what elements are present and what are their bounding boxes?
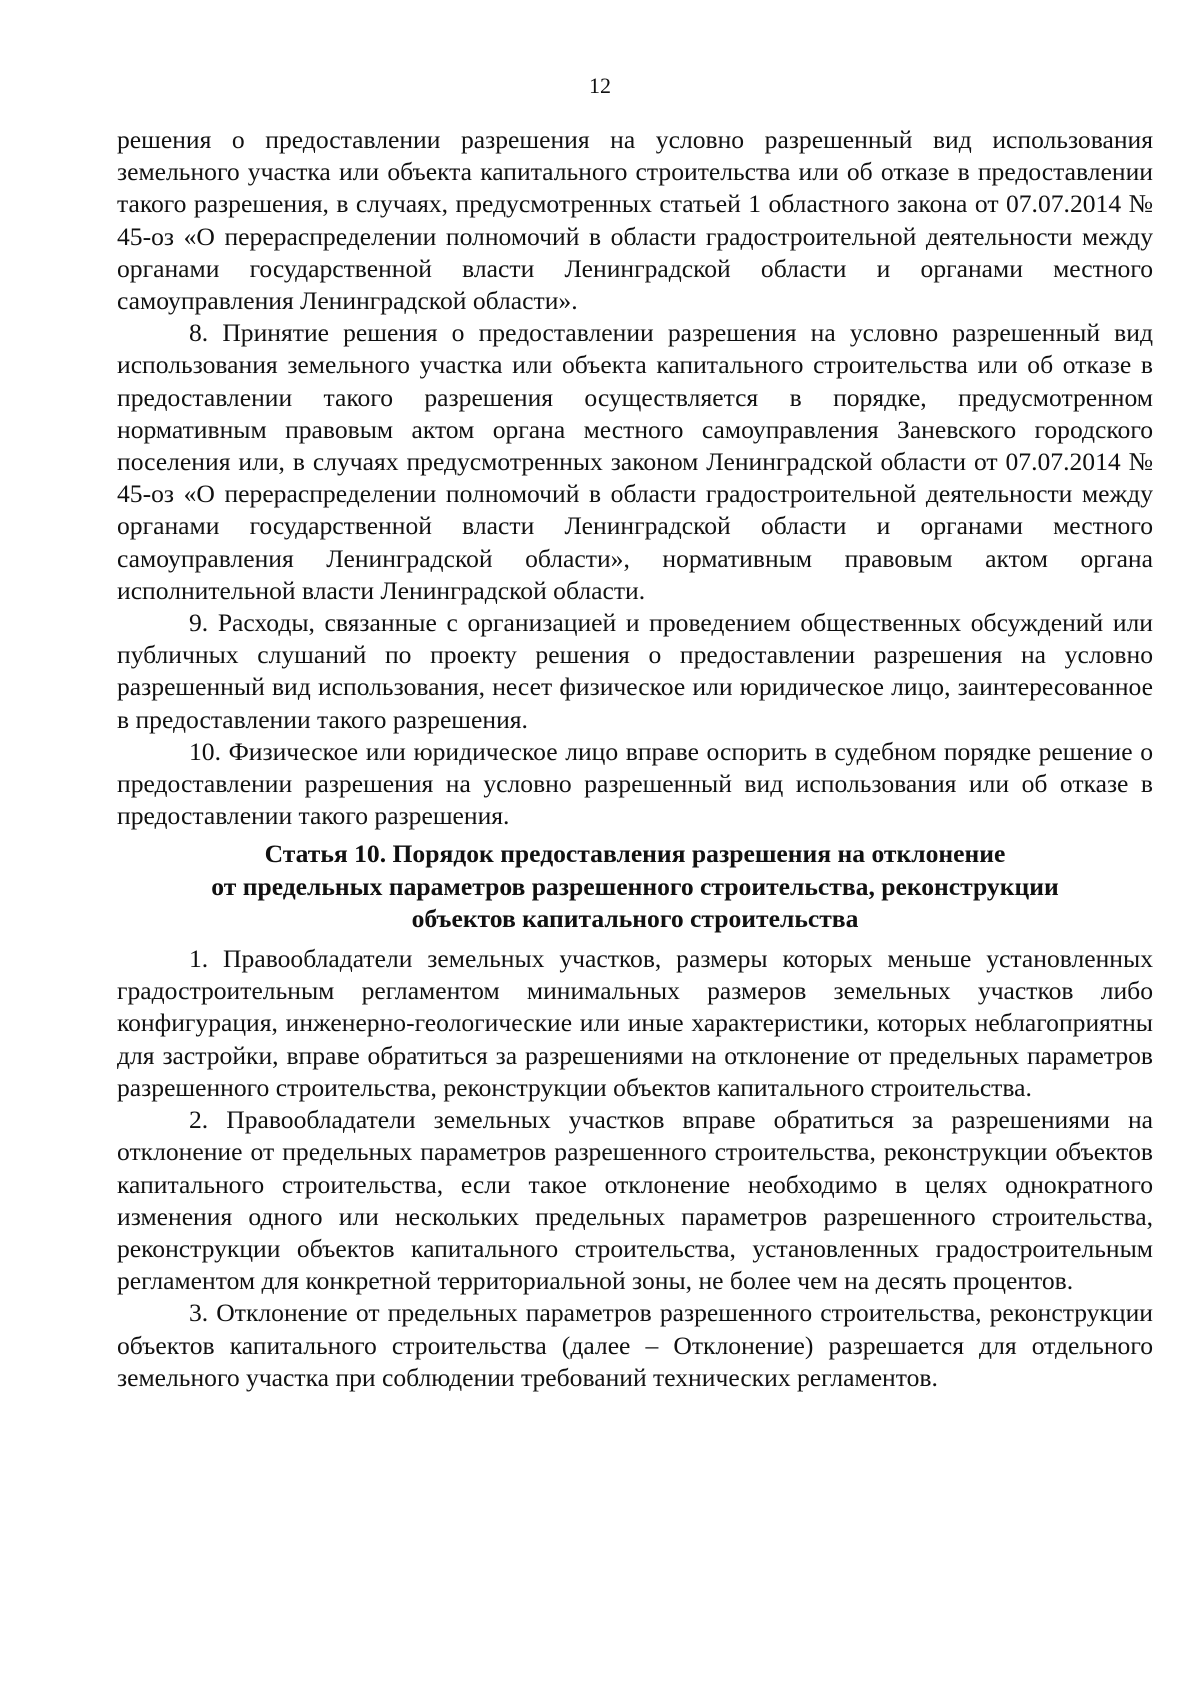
paragraph-item-9: 9. Расходы, связанные с организацией и проведением общественных обсуждений или публичных слушаний по проекту решения о предоставлении разрешения на условно разрешенный вид использования, несет физическое или юридическое лицо, заинтересованное в предоставлении такого разрешения. — [117, 608, 1153, 734]
paragraph-item-10: 10. Физическое или юридическое лицо вправе оспорить в судебном порядке решение о предоставлении разрешения на условно разрешенный вид использования или об отказе в предоставлении такого разрешения. — [117, 736, 1153, 831]
article-heading — [117, 838, 1153, 935]
paragraph-article10-item-3: 3. Отклонение от предельных параметров разрешенного строительства, реконструкции объектов капитального строительства (далее – Отклонение) разрешается для отдельного земельного участка при соблюдении требований технических регламентов. — [117, 1298, 1153, 1392]
paragraph-continuation: решения о предоставлении разрешения на условно разрешенный вид использования земельного участка или объекта капитального строительства или об отказе в предоставлении такого разрешения, в случаях, предусмотренных статьей 1 областного закона от 07.07.2014 № 45-оз «О перераспределении полномочий в области градостроительной деятельности между органами государственной власти Ленинградской области и органами местного самоуправления Ленинградской области». — [117, 125, 1153, 316]
paragraph-article10-item-2: 2. Правообладатели земельных участков вправе обратиться за разрешениями на отклонение от предельных параметров разрешенного строительства, реконструкции объектов капитального строительства, если такое отклонение необходимо в целях однократного изменения одного или нескольких предельных параметров разрешенного строительства, реконструкции объектов капитального строительства, установленных градостроительным регламентом для конкретной территориальной зоны, не более чем на десять процентов. — [117, 1105, 1153, 1296]
article-heading-line: от предельных параметров разрешенного строительства, реконструкции — [211, 871, 1059, 901]
article-heading-line: Статья 10. Порядок предоставления разрешения на отклонение — [264, 839, 1006, 869]
paragraph-item-8: 8. Принятие решения о предоставлении разрешения на условно разрешенный вид использования земельного участка или объекта капитального строительства или об отказе в предоставлении такого разрешения осуществляется в порядке, предусмотренном нормативным правовым актом органа местного самоуправления Заневского городского поселения или, в случаях предусмотренных законом Ленинградской области от 07.07.2014 № 45-оз «О перераспределении полномочий в области градостроительной деятельности между органами государственной власти Ленинградской области и органами местного самоуправления Ленинградской области», нормативным правовым актом органа исполнительной власти Ленинградской области. — [117, 318, 1153, 605]
page-number: 12 — [589, 73, 611, 98]
paragraph-article10-item-1: 1. Правообладатели земельных участков, размеры которых меньше установленных градостроительным регламентом минимальных размеров земельных участков либо конфигурация, инженерно-геологические или иные характеристики, которых неблагоприятны для застройки, вправе обратиться за разрешениями на отклонение от предельных параметров разрешенного строительства, реконструкции объектов капитального строительства. — [117, 944, 1153, 1102]
article-heading-line: объектов капитального строительства — [411, 903, 859, 933]
document-body — [117, 124, 1153, 1394]
